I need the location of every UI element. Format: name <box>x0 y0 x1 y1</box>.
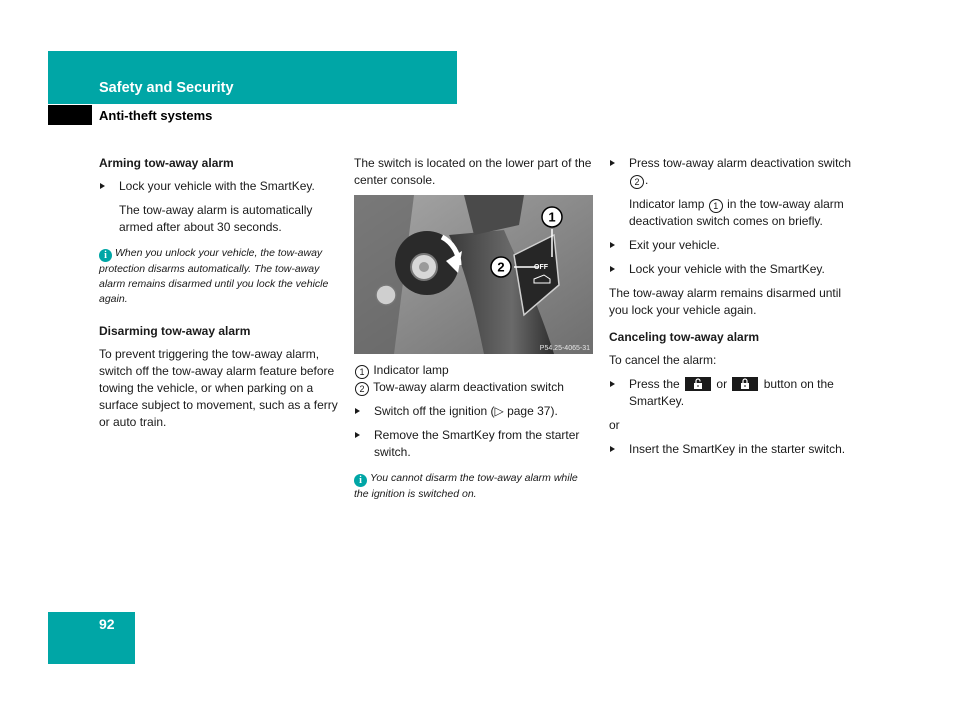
arming-step-1-text: Lock your vehicle with the SmartKey. <box>119 179 315 193</box>
info-note-2 <box>354 471 594 502</box>
subsection-title: Anti-theft systems <box>99 108 213 123</box>
arming-step-1 <box>99 178 339 195</box>
photo-code: P54.25-4065-31 <box>539 345 590 352</box>
insert-key-step <box>609 441 854 458</box>
arming-heading: Arming tow-away alarm <box>99 156 234 170</box>
press-text-a: Press the <box>629 377 680 391</box>
legend-item-2 <box>354 379 594 396</box>
callout-number-1: 1 <box>709 199 723 213</box>
arming-result: The tow-away alarm is automatically armed after about 30 seconds. <box>119 203 313 234</box>
press-switch-text: Press tow-away alarm deactivation switch <box>629 156 852 170</box>
column-3 <box>609 155 854 465</box>
cancel-intro: To cancel the alarm: <box>609 353 717 367</box>
info-icon: i <box>354 474 367 487</box>
image-callout-1: 1 <box>548 209 556 225</box>
info-note-1 <box>99 246 339 307</box>
switch-location-intro: The switch is located on the lower part of the center console. <box>354 156 592 187</box>
header-band <box>48 51 457 104</box>
page-reference-arrow-icon: ▷ <box>494 404 504 418</box>
section-title: Safety and Security <box>99 80 234 96</box>
triangle-bullet-icon <box>355 432 360 438</box>
center-console-photo <box>354 195 593 354</box>
lock-vehicle-text: Lock your vehicle with the SmartKey. <box>629 262 825 276</box>
image-callout-2: 2 <box>497 259 505 275</box>
triangle-bullet-icon <box>610 266 615 272</box>
remove-key-step-text: Remove the SmartKey from the starter switch. <box>374 428 580 459</box>
page-reference-link[interactable]: page 37). <box>503 404 558 418</box>
remains-disarmed-text: The tow-away alarm remains disarmed until you lock your vehicle again. <box>609 286 842 317</box>
lock-icon <box>732 377 758 391</box>
press-switch-end: . <box>645 173 649 187</box>
column-1 <box>99 155 339 438</box>
triangle-bullet-icon <box>610 446 615 452</box>
legend-number-1: 1 <box>355 365 369 379</box>
insert-key-text: Insert the SmartKey in the starter switch. <box>629 442 846 456</box>
disarming-text: To prevent triggering the tow-away alarm, switch off the tow-away alarm feature before towing the vehicle, or when parking on a surface subject to movement, such as a ferry or auto train. <box>99 347 338 429</box>
page-number: 92 <box>99 616 115 632</box>
remove-key-step <box>354 427 594 461</box>
unlock-icon <box>685 377 711 391</box>
disarming-heading: Disarming tow-away alarm <box>99 324 251 338</box>
column-2 <box>354 155 594 509</box>
triangle-bullet-icon <box>610 242 615 248</box>
lock-vehicle-step <box>609 261 854 278</box>
legend-text-2: Tow-away alarm deactivation switch <box>373 380 564 394</box>
page-number-box <box>48 612 135 664</box>
press-switch-step <box>609 155 854 189</box>
triangle-bullet-icon <box>355 408 360 414</box>
indicator-text-b: in the tow-away alarm deactivation switch comes on briefly. <box>629 197 844 228</box>
section-marker-tab <box>48 105 92 125</box>
legend-number-2: 2 <box>355 382 369 396</box>
canceling-heading: Canceling tow-away alarm <box>609 330 760 344</box>
switch-off-label: OFF <box>534 264 548 271</box>
press-or: or <box>716 377 728 391</box>
exit-vehicle-step <box>609 237 854 254</box>
triangle-bullet-icon <box>100 183 105 189</box>
legend-text-1: Indicator lamp <box>373 363 449 377</box>
ignition-step-text: Switch off the ignition ( <box>374 404 495 418</box>
info-note-1-text: When you unlock your vehicle, the tow-away protection disarms automatically. The tow-away alarm remains disarmed until you lock the vehicle again. <box>99 247 329 305</box>
press-text-b: button on the SmartKey. <box>629 377 834 408</box>
exit-vehicle-text: Exit your vehicle. <box>629 238 720 252</box>
info-note-2-text: You cannot disarm the tow-away alarm while the ignition is switched on. <box>354 472 578 500</box>
console-illustration <box>354 195 593 354</box>
ignition-step <box>354 403 594 420</box>
triangle-bullet-icon <box>610 381 615 387</box>
legend-item-1 <box>354 362 594 379</box>
info-icon: i <box>99 249 112 262</box>
indicator-text-a: Indicator lamp <box>629 197 705 211</box>
triangle-bullet-icon <box>610 160 615 166</box>
press-key-button-step <box>609 376 854 410</box>
indicator-lamp-text <box>609 196 854 230</box>
or-text: or <box>609 418 620 432</box>
callout-number-2: 2 <box>630 175 644 189</box>
